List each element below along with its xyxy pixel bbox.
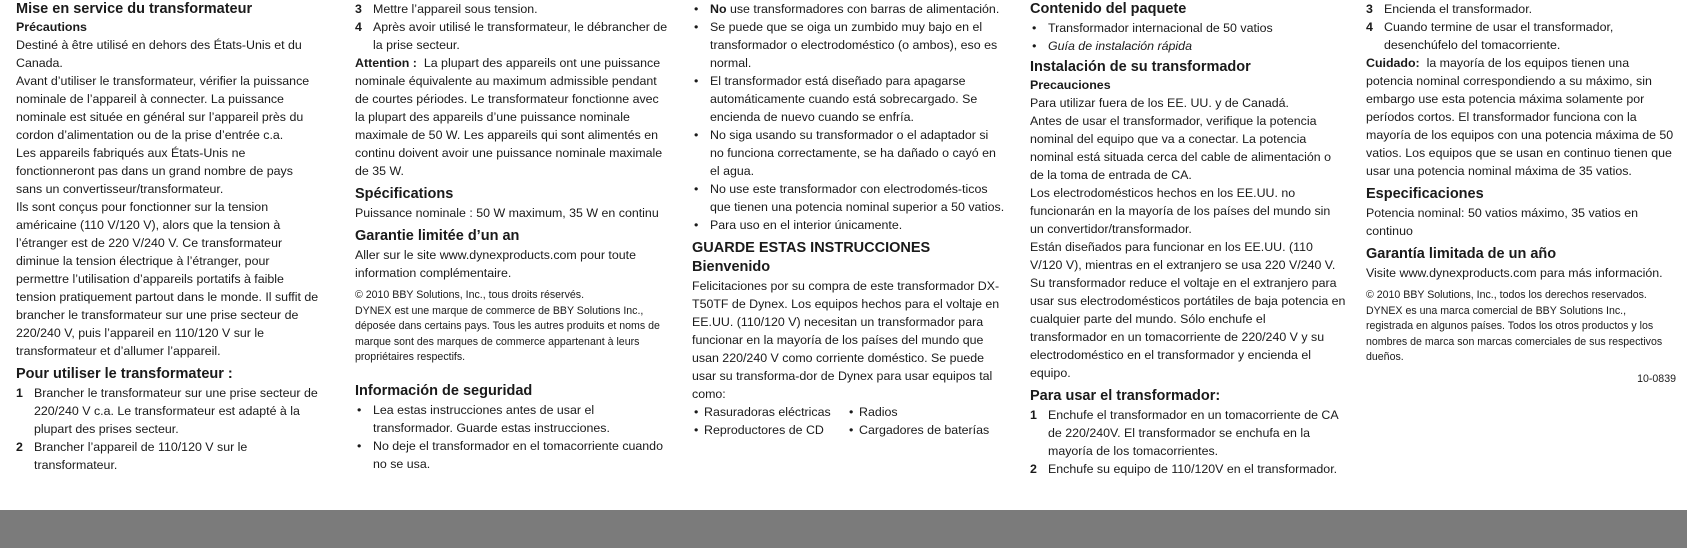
column-spanish-3 bbox=[1366, 0, 1676, 388]
devices-list bbox=[692, 403, 1005, 439]
list-item: 1 Enchufe el transformador en un tomacorriente de CA de 220/240V. El transformador se enchufa en la mayoría de los tomacorrientes. bbox=[1030, 408, 1338, 458]
list-item: • Cargadores de baterías bbox=[847, 421, 1002, 439]
package-heading: Contenido del paquete bbox=[1030, 1, 1187, 17]
package-list bbox=[1030, 19, 1346, 55]
list-item: • No deje el transformador en el tomacorriente cuando no se usa. bbox=[355, 437, 670, 473]
use-heading-fr: Pour utiliser le transformateur : bbox=[16, 366, 233, 382]
list-item: • Para uso en el interior únicamente. bbox=[692, 216, 1005, 234]
document-number: 10-0839 bbox=[1637, 372, 1676, 385]
list-item: 3 Mettre l’appareil sous tension. bbox=[355, 2, 538, 16]
paragraph: Avant d’utiliser le transformateur, vérifier la puissance nominale de l’appareil à connecter. La puissance nominale est située en général sur l’appareil près du cordon d’alimentation ou de la prise d’entrée c.a. bbox=[16, 74, 310, 142]
legal-trademark-es: DYNEX es una marca comercial de BBY Solutions Inc., registrada en algunos países. Todos los otros productos y los nombres de marca son marcas comerciales de sus respectivos dueños. bbox=[1366, 304, 1663, 363]
save-instructions-heading: GUARDE ESTAS INSTRUCCIONES bbox=[692, 240, 931, 256]
list-item: • No use este transformador con electrodomés-ticos que tienen una potencia nominal superior a 50 vatios. bbox=[692, 180, 1005, 216]
page-title: Mise en service du transformateur bbox=[16, 1, 253, 17]
paragraph: Destiné à être utilisé en dehors des États-Unis et du Canada. bbox=[16, 38, 302, 70]
steps-list-fr-cont bbox=[355, 0, 670, 54]
list-item: • Transformador internacional de 50 vatios bbox=[1030, 19, 1346, 37]
use-heading-es: Para usar el transformador: bbox=[1030, 388, 1221, 404]
attention-paragraph: Attention : La plupart des appareils ont une puissance nominale équivalente au maximum admissible pendant de courtes périodes. Le transformateur fonctionne avec la plupart des appareils d’une puissance nominale maximale de 50 W. Les appareils qui sont alimentés en continu doivent avoir une puissance nominale maximale de 35 W. bbox=[355, 56, 663, 178]
column-spanish-1 bbox=[692, 0, 1005, 439]
footer-bar bbox=[0, 510, 1687, 548]
welcome-heading: Bienvenido bbox=[692, 259, 771, 275]
list-item: 2 Enchufe su equipo de 110/120V en el transformador. bbox=[1030, 462, 1338, 476]
steps-list-es bbox=[1030, 406, 1346, 478]
paragraph: Están diseñados para funcionar en los EE.UU. (110 V/120 V), mientras en el extranjero se usa 220 V/240 V. Su transformador reduce el voltaje en el extranjero para usar sus electrodomésticos portátiles de baja potencia en cualquier parte del mundo. Sólo enchufe el transformador en un tomacorriente de 220/240 V y su electrodoméstico en el transformador y encienda el equipo. bbox=[1030, 240, 1346, 380]
paragraph: Les appareils fabriqués aux États-Unis ne fonctionneront pas dans un grand nombre de pays sans un convertisseur/transformateur. bbox=[16, 146, 293, 196]
list-item: • Reproductores de CD bbox=[692, 421, 847, 439]
safety-list bbox=[355, 401, 670, 473]
paragraph: Ils sont conçus pour fonctionner sur la tension américaine (110 V/120 V), alors que la tension à l’étranger est de 220 V/240 V. Ce transformateur diminue la tension électrique à l’étranger, pour permettre l’utilisation d’appareils portatifs à faible tension pratiquement partout dans le monde. Il suffit de brancher le transformateur sur une prise secteur de 220/240 V, puis l’appareil en 110/120 V sur le transformateur et d’allumer l’appareil. bbox=[16, 200, 319, 358]
list-item: 4 Cuando termine de usar el transformador, desenchúfelo del tomacorriente. bbox=[1366, 20, 1614, 52]
list-item: • Radios bbox=[847, 403, 1002, 421]
list-item: • Se puede que se oiga un zumbido muy bajo en el transformador o electrodoméstico (o ambos), eso es normal. bbox=[692, 18, 1005, 72]
list-item: 1 Brancher le transformateur sur une prise secteur de 220/240 V c.a. Le transformateur est adapté à la plupart des prises secteur. bbox=[16, 386, 318, 436]
column-spanish-2 bbox=[1030, 0, 1346, 478]
welcome-text: Felicitaciones por su compra de este transformador DX-T50TF de Dynex. Los equipos hechos para el voltaje en EE.UU. (110/120 V) necesitan un transformador para funcionar en la mayoría de los países del mundo que usan 220/240 V como corriente doméstico. Se puede usar su transforma-dor de Dynex para usar equipos tal como: bbox=[692, 279, 1000, 401]
paragraph: Para utilizar fuera de los EE. UU. y de Canadá. bbox=[1030, 96, 1289, 110]
column-french-2 bbox=[355, 0, 670, 473]
paragraph: Antes de usar el transformador, verifique la potencia nominal del equipo que va a conectar. La potencia nominal está situada cerca del cable de alimentación o de la toma de entrada de CA. bbox=[1030, 114, 1331, 182]
warranty-heading-es: Garantía limitada de un año bbox=[1366, 246, 1557, 262]
list-item: • Lea estas instrucciones antes de usar el transformador. Guarde estas instrucciones. bbox=[355, 401, 670, 437]
list-item: 4 Après avoir utilisé le transformateur, le débrancher de la prise secteur. bbox=[355, 20, 668, 52]
steps-list-es-cont bbox=[1366, 0, 1676, 54]
list-item: • No siga usando su transformador o el adaptador si no funciona correctamente, se ha dañado o cayó en el agua. bbox=[692, 126, 1005, 180]
precautions-heading-fr: Précautions bbox=[16, 20, 87, 34]
warranty-text-es: Visite www.dynexproducts.com para más información. bbox=[1366, 266, 1663, 280]
list-item: • Rasuradoras eléctricas bbox=[692, 403, 847, 421]
specs-heading-es: Especificaciones bbox=[1366, 186, 1484, 202]
legal-trademark-fr: DYNEX est une marque de commerce de BBY Solutions Inc., déposée dans certains pays. Tous les autres produits et noms de marque sont des marques de commerce appartenant à leurs propriétaires respectifs. bbox=[355, 304, 660, 363]
legal-copyright-es: © 2010 BBY Solutions, Inc., todos los derechos reservados. bbox=[1366, 289, 1647, 301]
list-item: 3 Encienda el transformador. bbox=[1366, 2, 1533, 16]
paragraph: Los electrodomésticos hechos en los EE.UU. no funcionarán en la mayoría de los países del mundo sin un convertidor/transformador. bbox=[1030, 186, 1331, 236]
list-item: 2 Brancher l’appareil de 110/120 V sur le transformateur. bbox=[16, 440, 248, 472]
steps-list-fr bbox=[16, 384, 321, 474]
safety-heading-es: Información de seguridad bbox=[355, 382, 533, 399]
safety-list-cont bbox=[692, 0, 1005, 234]
install-heading: Instalación de su transformador bbox=[1030, 59, 1251, 75]
warranty-text-fr: Aller sur le site www.dynexproducts.com pour toute information complémentaire. bbox=[355, 248, 636, 280]
legal-copyright-fr: © 2010 BBY Solutions, Inc., tous droits réservés. bbox=[355, 289, 585, 301]
specs-heading-fr: Spécifications bbox=[355, 186, 454, 202]
list-item: • El transformador está diseñado para apagarse automáticamente cuando está sobrecargado. Se encienda de nuevo cuando se enfría. bbox=[692, 72, 1005, 126]
caution-paragraph: Cuidado: la mayoría de los equipos tienen una potencia nominal correspondiendo a su máximo, sin embargo use esta potencia máxima solamente por períodos cortos. El transformador funciona con la mayoría de los equipos con una potencia máxima de 50 vatios. Los equipos que se usan en continuo tienen que usar una potencia nominal máxima de 35 vatios. bbox=[1366, 56, 1674, 178]
column-french-1 bbox=[16, 0, 321, 474]
list-item: • No use transformadores con barras de alimentación. bbox=[692, 0, 1005, 18]
list-item: • Guía de instalación rápida bbox=[1030, 37, 1346, 55]
warranty-heading-fr: Garantie limitée d’un an bbox=[355, 228, 520, 244]
specs-text-fr: Puissance nominale : 50 W maximum, 35 W en continu bbox=[355, 206, 659, 220]
specs-text-es: Potencia nominal: 50 vatios máximo, 35 vatios en continuo bbox=[1366, 206, 1639, 238]
precautions-heading-es: Precauciones bbox=[1030, 78, 1111, 92]
